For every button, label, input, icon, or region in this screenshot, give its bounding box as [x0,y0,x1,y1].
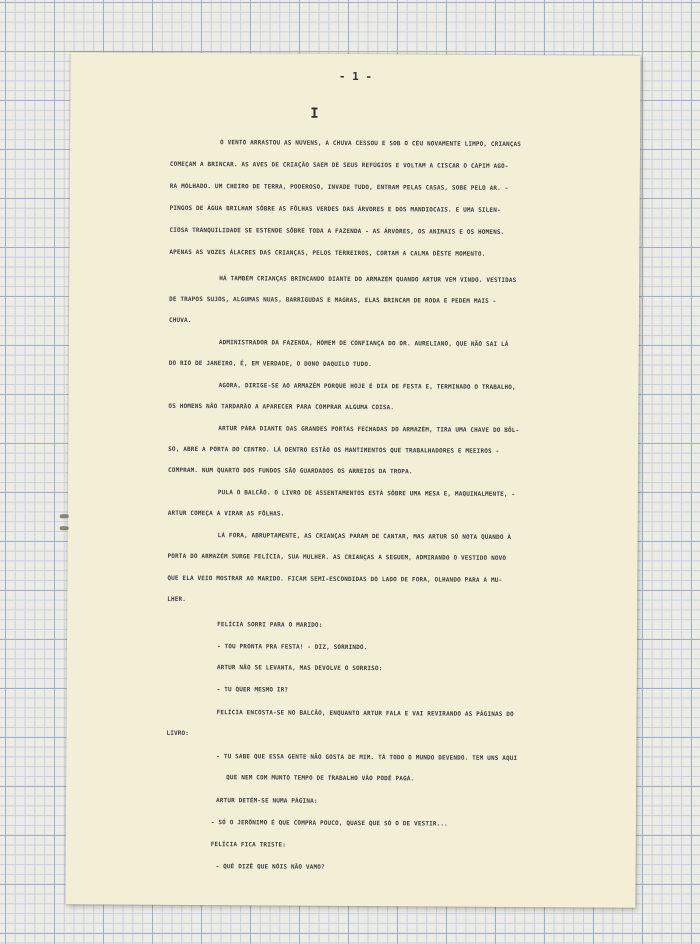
text-line: - TOU PRONTA PRA FESTA! - DIZ, SORRINDO. [216,643,368,652]
text-line: PULA O BALCÃO. O LIVRO DE ASSENTAMENTOS ESTÁ SÔBRE UMA MESA E, MAQUINALMENTE, - [217,489,516,498]
text-line: LÁ FORA, ABRUPTAMENTE, AS CRIANÇAS PARAM DE CANTAR, MAS ARTUR SÓ NOTA QUANDO À [217,532,512,541]
text-line: COMEÇAM A BRINCAR. AS AVES DE CRIAÇÃO SAEM DE SEUS REFÚGIOS E VOLTAM A CISCAR O CAPIM AGO- [169,160,509,170]
binder-hole [60,526,69,530]
chapter-heading: I [310,105,319,122]
page-number: - 1 - [338,69,373,84]
text-line: - QUÉ DIZÊ QUE NÓIS NÃO VAMO? [215,863,325,871]
text-line: ARTUR COMEÇA A VIRAR AS FÔLHAS. [167,509,285,518]
text-line: ARTUR PÁRA DIANTE DAS GRANDES PORTAS FECHADAS DO ARMAZÉM, TIRA UMA CHAVE DO BÔL- [218,425,520,435]
text-line: QUE ELA VEIO MOSTRAR AO MARIDO. FICAM SEMI-ESCONDIDAS DO LADO DE FORA, OLHANDO PARA A MU- [167,574,503,584]
text-line: ARTUR NÃO SE LEVANTA, MAS DEVOLVE O SORRISO: [216,664,383,673]
text-line: OS HOMENS NÃO TARDARÃO A APARECER PARA COMPRAR ALGUMA COISA. [168,402,395,412]
text-line: PINGOS DE ÁGUA BRILHAM SÔBRE AS FÔLHAS VERDES DAS ÁRVORES E DOS MANDIOCAIS. E UMA SILEN- [169,204,501,214]
text-line: ADMINISTRADOR DA FAZENDA, HOMEM DE CONFIANÇA DO DR. AURELIANO, QUE NÃO SAI LÁ [218,339,509,348]
text-line: DO RIO DE JANEIRO, É, EM VERDADE, O DONO DAQUILO TUDO. [168,359,372,369]
text-line: LHER. [167,595,187,603]
text-line: ARTUR DETÉM-SE NUMA PÁGINA: [216,797,318,805]
text-line: - SÓ O JERÔNIMO É QUE COMPRA POUCO, QUASE QUE SÓ O DE VESTIR... [210,819,448,828]
text-line: AGORA, DIRIGE-SE AO ARMAZÉM PORQUE HOJE É DIA DE FESTA E, TERMINADO O TRABALHO, [218,382,516,391]
text-line: CIOSA TRANQUILIDADE SE ESTENDE SÔBRE TODA A FAZENDA - AS ÁRVORES, OS ANIMAIS E OS HOMENS. [169,226,505,236]
text-line: SO, ABRE A PORTA DO CENTRO. LÁ DENTRO ESTÃO OS MANTIMENTOS QUE TRABALHADORES E MEEIROS - [168,445,500,455]
text-line: - TU QUER MESMO IR? [216,686,289,694]
text-line: RA MOLHADO. UM CHEIRO DE TERRA, PODEROSO, INVADE TUDO, ENTRAM PELAS CASAS, SOBE PELO AR. - [169,182,509,192]
binder-hole [60,514,69,518]
text-line: COMPRAM. NUM QUARTO DOS FUNDOS SÃO GUARDADOS OS ARREIOS DA TROPA. [168,466,413,476]
text-line: O VENTO ARRASTOU AS NUVENS, A CHUVA CESSOU E SOB O CÉU NOVAMENTE LIMPO, CRIANÇAS [220,139,522,149]
text-line: - TU SABE QUE ESSA GENTE NÃO GOSTA DE MIM. TÁ TODO O MUNDO DEVENDO. TEM UNS AQUI [216,753,518,763]
text-line: DE TRAPOS SUJOS, ALGUMAS NUAS, BARRIGUDAS E MAGRAS, ELAS BRINCAM DE RODA E PEDEM MAIS - [169,295,497,305]
text-line: PORTA DO ARMAZÉM SURGE FELÍCIA, SUA MULHER. AS CRIANÇAS A SEGUEM, ADMIRANDO O VESTIDO NOVO [167,552,507,562]
text-line: FELÍCIA SORRI PARA O MARIDO: [217,621,323,629]
text-line: APENAS AS VOZES ÁLACRES DAS CRIANÇAS, PELOS TERREIROS, CORTAM A CALMA DÊSTE MOMENTO. [169,248,486,258]
text-line: QUE NEM COM MUNTO TEMPO DE TRABALHO VÃO PODÊ PAGÁ. [226,774,415,783]
text-line: LIVRO: [166,729,190,738]
text-line: HÁ TAMBÉM CRIANÇAS BRINCANDO DIANTE DO ARMAZÉM QUANDO ARTUR VEM VINDO. VESTIDAS [219,275,517,284]
typewritten-page [65,52,640,907]
text-line: FELÍCIA ENCOSTA-SE NO BALCÃO, ENQUANTO ARTUR FALA E VAI REVIRANDO AS PÁGINAS DO [216,709,514,718]
text-line: FELÍCIA FICA TRISTE: [210,841,287,849]
text-line: CHUVA. [168,316,192,325]
